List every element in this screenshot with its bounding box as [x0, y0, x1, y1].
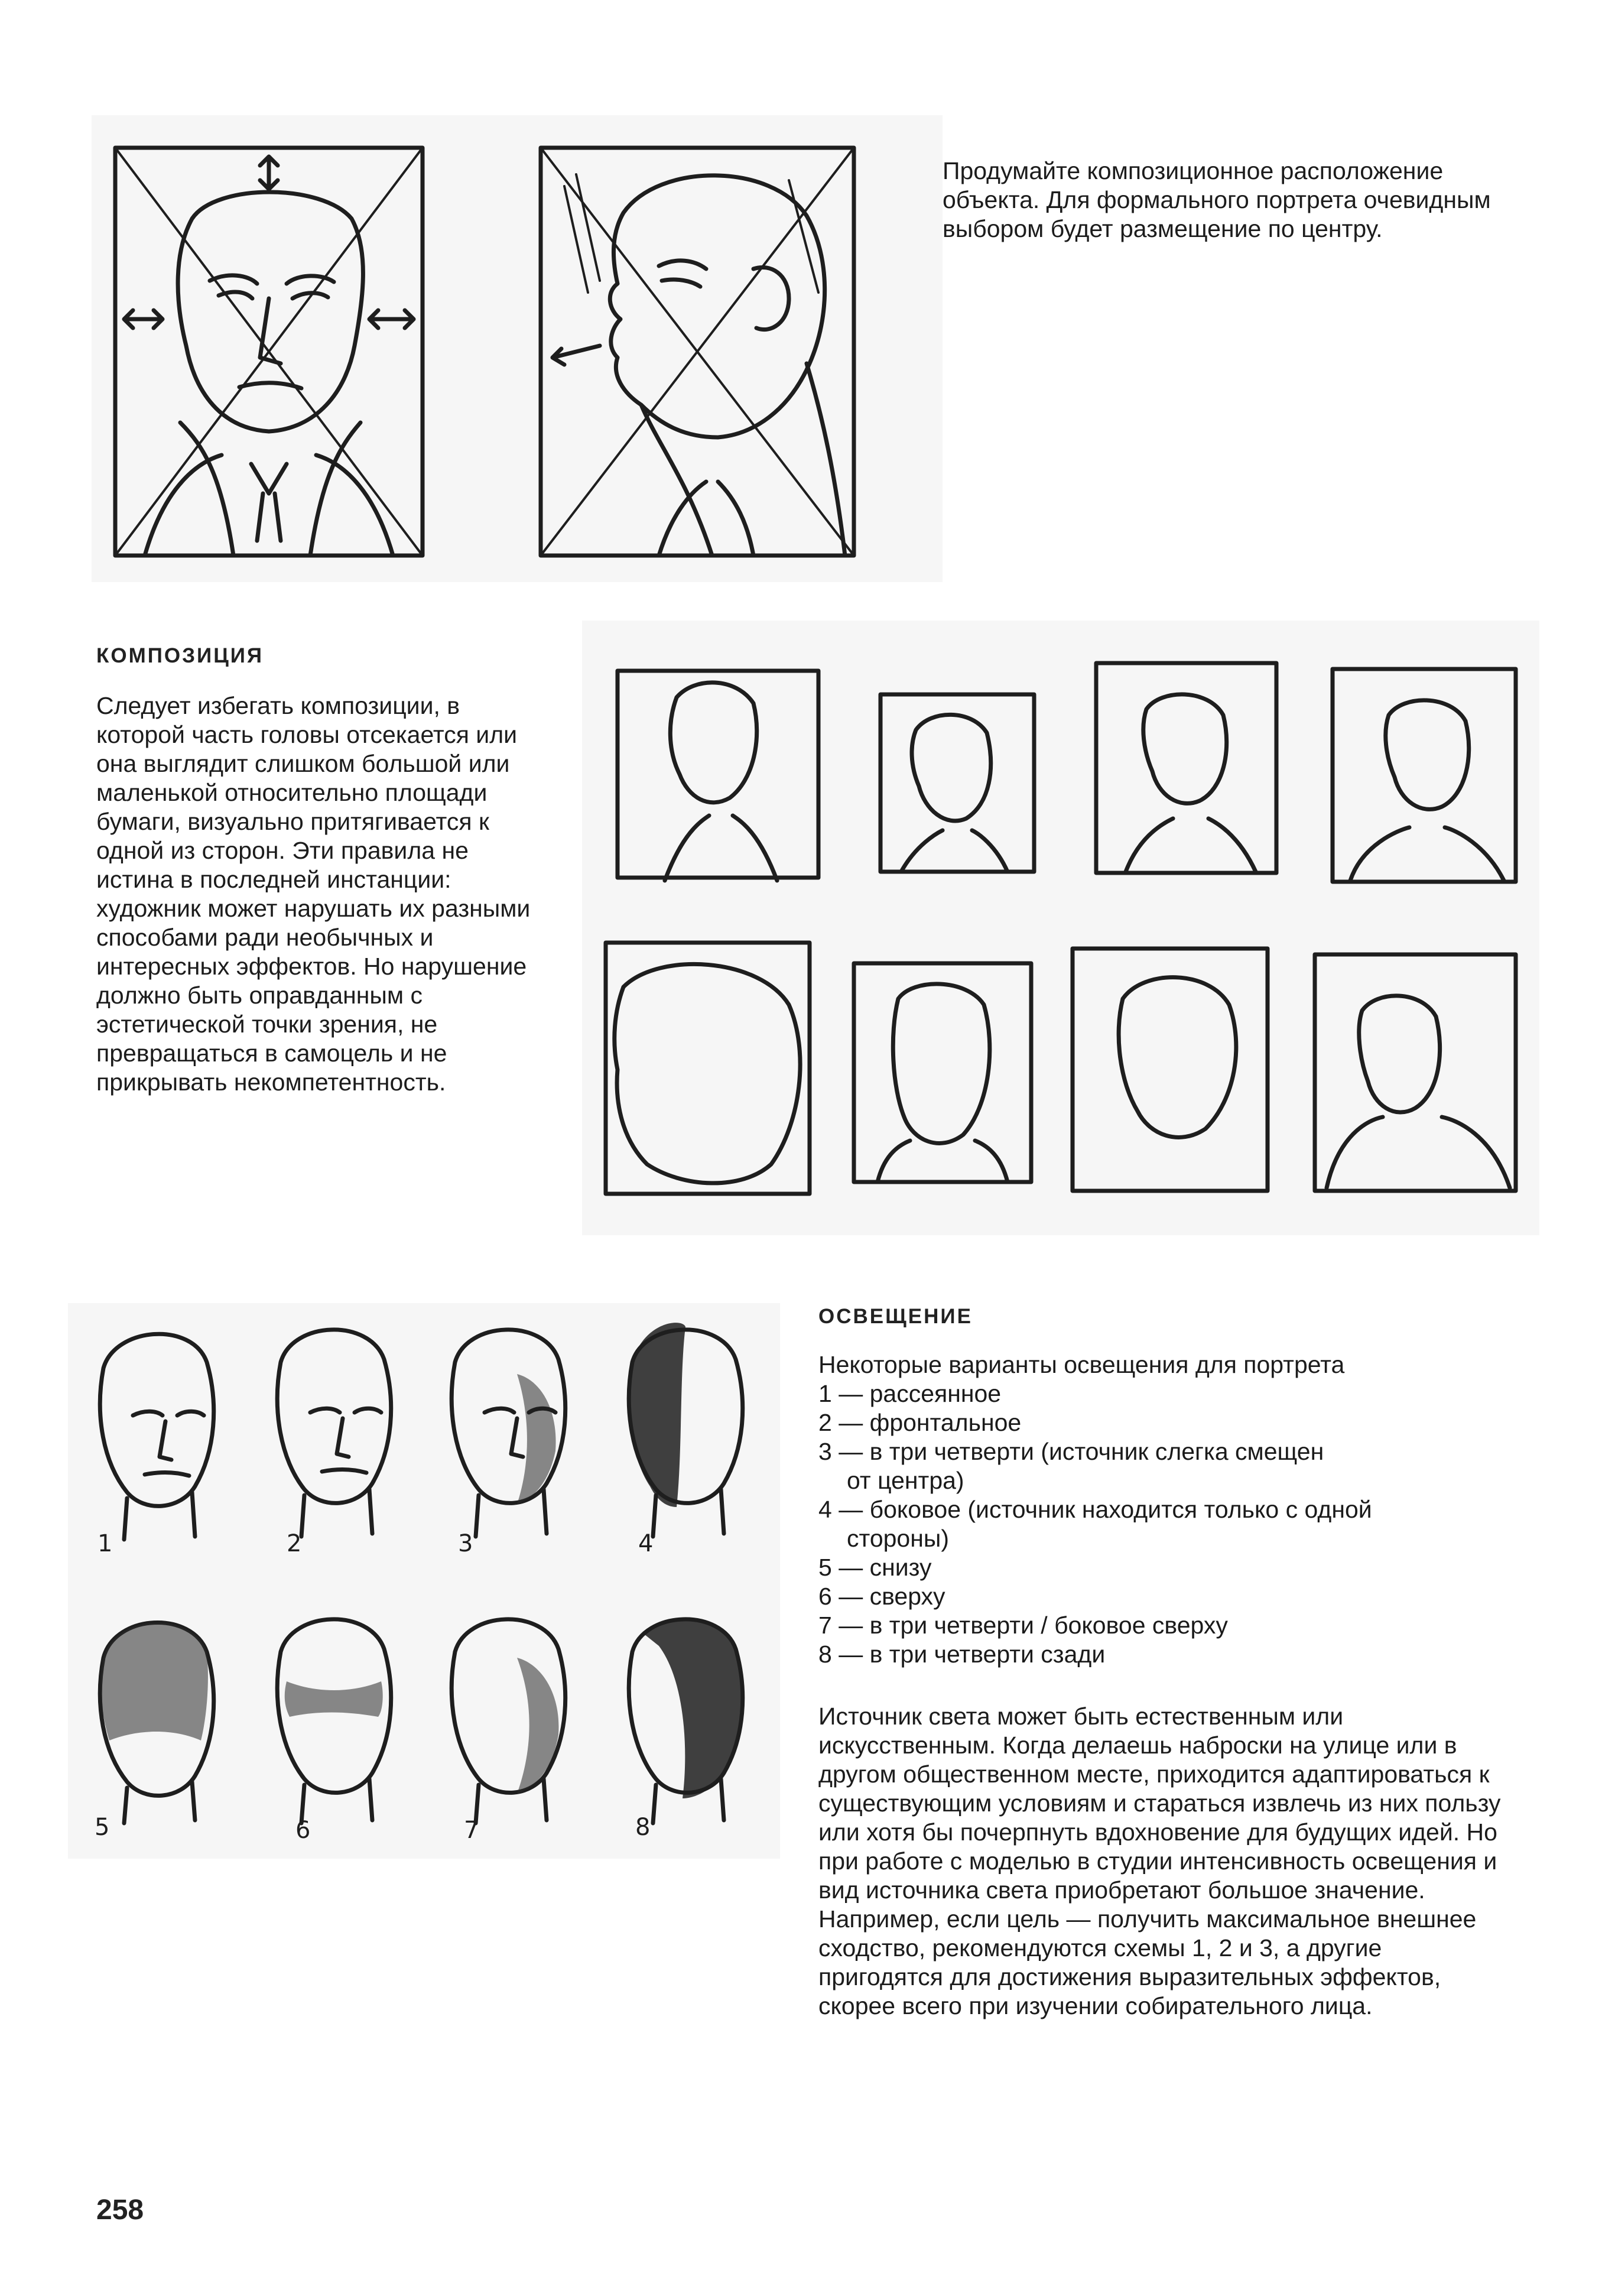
intro-text: Продумайте композиционное расположение объекта. Для формального портрета очевидным выбором будет размещение по центру. [943, 157, 1491, 242]
list-item: 5 — снизу [818, 1554, 932, 1581]
lighting-intro: Некоторые варианты освещения для портрета [818, 1351, 1345, 1378]
lighting-heading: ОСВЕЩЕНИЕ [818, 1305, 973, 1328]
sketch-label-3: 3 [458, 1530, 473, 1557]
lighting-body: Источник света может быть естественным или искусственным. Когда делаешь наброски на улице или в другом общественном месте, приходится адаптироваться к существующим условиям и стараться извлечь из них пользу или хотя бы почерпнуть вдохновение для будущих идей. Но при работе с моделью в студии интенсивность освещения и вид источника света приобретают большое значение. Например, если цель — получить максимальное внешнее сходство, рекомендуются схемы 1, 2 и 3, а другие пригодятся для достижения выразительных эффектов, скорее всего при изучении собирательного лица. [818, 1703, 1501, 2019]
sketch-label-1: 1 [98, 1530, 113, 1557]
page-number: 258 [96, 2194, 144, 2226]
sketch-label-7: 7 [464, 1817, 479, 1844]
list-item: 6 — сверху [818, 1583, 945, 1610]
sketch-label-4: 4 [638, 1530, 654, 1557]
sketch-label-5: 5 [95, 1814, 110, 1841]
composition-heading: КОМПОЗИЦИЯ [96, 644, 264, 667]
list-item: 8 — в три четверти сзади [818, 1641, 1106, 1668]
sketch-label-6: 6 [295, 1817, 311, 1844]
lighting-schemes-illustration [68, 1303, 780, 1859]
list-item: 3 — в три четверти (источник слегка смещен от центра) [818, 1438, 1324, 1494]
list-item: 4 — боковое (источник находится только с одной стороны) [818, 1496, 1372, 1552]
list-item: 7 — в три четверти / боковое сверху [818, 1612, 1228, 1639]
list-item: 2 — фронтальное [818, 1409, 1022, 1436]
composition-thumbnails-illustration [582, 621, 1539, 1235]
sketch-label-8: 8 [635, 1814, 651, 1841]
lighting-schemes-list [818, 1379, 1528, 1669]
composition-guide-illustration [92, 115, 943, 582]
list-item: 1 — рассеянное [818, 1380, 1002, 1407]
sketch-label-2: 2 [287, 1530, 302, 1557]
composition-body: Следует избегать композиции, в которой часть головы отсекается или она выглядит слишком большой или маленькой относительно площади бумаги, визуально притягивается к одной из сторон. Эти правила не истина в последней инстанции: художник может нарушать их разными способами ради необычных и интересных эффектов. Но нарушение должно быть оправданным с эстетической точки зрения, не превращаться в самоцель и не прикрывать некомпетентность. [96, 692, 531, 1096]
